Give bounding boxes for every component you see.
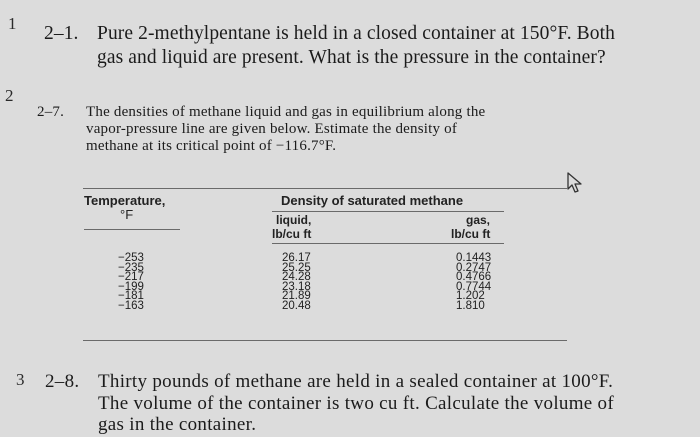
table-cell-liquid: 25.25 (282, 261, 311, 274)
table-cell-gas: 1.810 (456, 299, 485, 312)
margin-number-2: 2 (5, 86, 14, 105)
liquid-unit-header: lb/cu ft (272, 227, 312, 241)
subheader-rule (272, 243, 504, 244)
table-top-rule (83, 188, 567, 189)
table-cell-temperature: −199 (118, 280, 144, 293)
temperature-unit-header: °F (120, 207, 134, 222)
liquid-density-column (282, 254, 311, 312)
density-header-rule (272, 211, 504, 212)
table-cell-gas: 0.1443 (456, 252, 492, 264)
table-cell-gas: 1.202 (456, 290, 485, 303)
table-cell-temperature: −181 (118, 290, 144, 303)
problem-2-7-label: 2–7. (37, 104, 65, 120)
mouse-pointer-icon (566, 172, 586, 194)
gas-header: gas, (466, 213, 491, 227)
table-cell-gas: 0.2747 (456, 261, 492, 274)
table-cell-liquid: 23.18 (282, 280, 311, 293)
table-cell-liquid: 24.28 (282, 271, 311, 284)
table-cell-temperature: −163 (118, 299, 144, 312)
table-cell-temperature: −235 (118, 261, 144, 274)
table-cell-gas: 0.4766 (456, 271, 492, 284)
temperature-column (118, 254, 144, 312)
problem-2-7-line-2: vapor-pressure line are given below. Estimate the density of (86, 121, 458, 137)
problem-2-8-line-1: Thirty pounds of methane are held in a sealed container at 100°F. (98, 371, 614, 392)
problem-2-1-line-1: Pure 2-methylpentane is held in a closed container at 150°F. Both (97, 23, 615, 44)
gas-unit-header: lb/cu ft (451, 227, 491, 241)
problem-2-1-line-2: gas and liquid are present. What is the pressure in the container? (97, 47, 606, 68)
table-bottom-rule (83, 340, 567, 341)
table-cell-temperature: −253 (118, 252, 144, 264)
temperature-header-rule (84, 229, 180, 230)
margin-number-1: 1 (8, 14, 17, 33)
problem-2-8-line-3: gas in the container. (98, 414, 257, 435)
problem-2-8-line-2: The volume of the container is two cu ft. Calculate the volume of (98, 393, 614, 414)
table-cell-liquid: 26.17 (282, 252, 311, 264)
gas-density-column (456, 254, 491, 312)
liquid-header: liquid, (276, 213, 312, 227)
temperature-header: Temperature, (84, 193, 166, 208)
table-cell-liquid: 20.48 (282, 299, 311, 312)
problem-2-7-line-3: methane at its critical point of −116.7°F. (86, 138, 337, 154)
density-header: Density of saturated methane (281, 193, 464, 208)
problem-2-7-line-1: The densities of methane liquid and gas in equilibrium along the (86, 104, 486, 120)
table-cell-temperature: −217 (118, 271, 144, 284)
problem-2-8-label: 2–8. (45, 371, 80, 392)
margin-number-3: 3 (16, 370, 25, 389)
table-cell-liquid: 21.89 (282, 290, 311, 303)
table-cell-gas: 0.7744 (456, 280, 492, 293)
problem-2-1-label: 2–1. (44, 23, 79, 44)
